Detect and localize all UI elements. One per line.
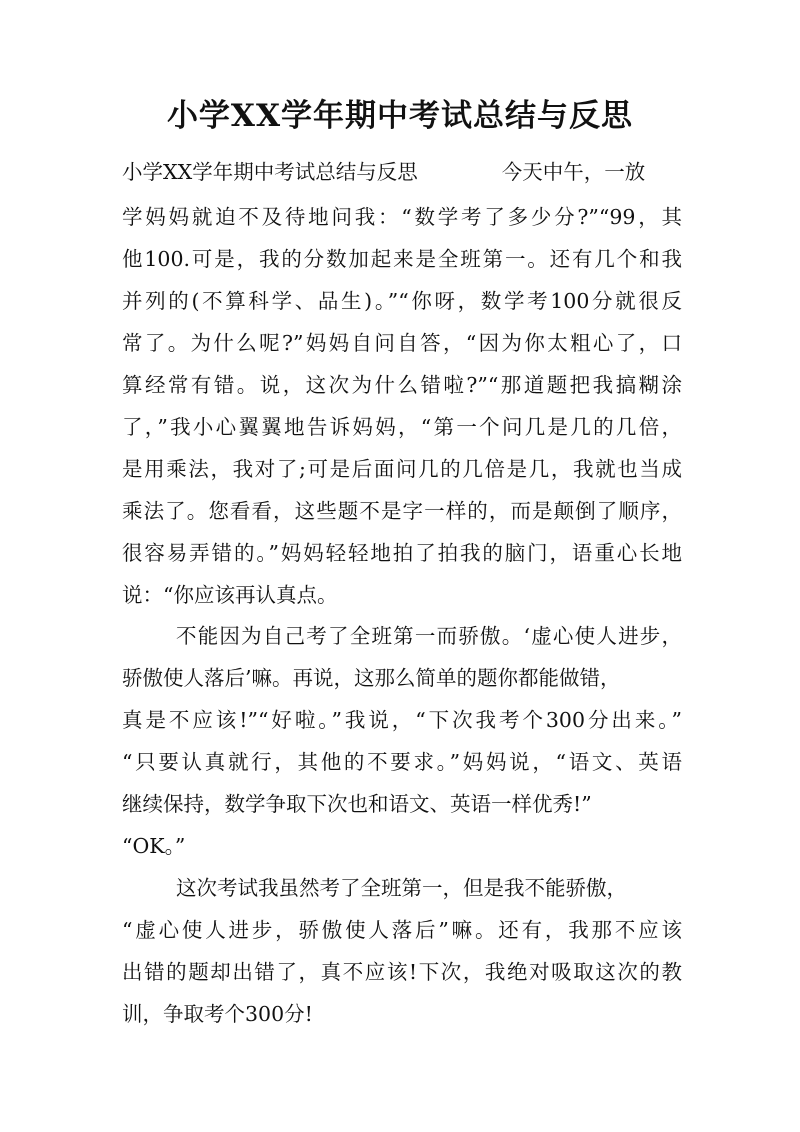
text-line-1-left: 小学XX学年期中考试总结与反思 bbox=[122, 160, 418, 184]
text-line-19: “虚心使人进步，骄傲使人落后”嘛。还有，我那不应该 bbox=[122, 918, 682, 942]
document-title: 小学XX学年期中考试总结与反思 bbox=[166, 98, 634, 134]
text-line-21: 训，争取考个300分! bbox=[122, 1002, 313, 1026]
text-line-4: 并列的(不算科学、品生)。”“你呀，数学考100分就很反 bbox=[122, 289, 682, 313]
text-line-3: 他100.可是，我的分数加起来是全班第一。还有几个和我 bbox=[122, 247, 682, 271]
text-line-8: 是用乘法，我对了;可是后面问几的几倍是几，我就也当成 bbox=[122, 457, 682, 481]
text-line-14: 真是不应该!”“好啦。”我说，“下次我考个300分出来。” bbox=[122, 708, 682, 732]
text-line-13: 骄傲使人落后’嘛。再说，这那么简单的题你都能做错， bbox=[122, 666, 621, 690]
text-line-16: 继续保持，数学争取下次也和语文、英语一样优秀!” bbox=[122, 792, 592, 816]
text-line-6: 算经常有错。说，这次为什么错啦?”“那道题把我搞糊涂 bbox=[122, 373, 682, 397]
text-line-1-right: 今天中午，一放 bbox=[501, 160, 646, 184]
text-line-10: 很容易弄错的。”妈妈轻轻地拍了拍我的脑门，语重心长地 bbox=[122, 541, 682, 565]
text-line-12: 不能因为自己考了全班第一而骄傲。‘虚心使人进步， bbox=[176, 624, 682, 648]
text-line-9: 乘法了。您看看，这些题不是字一样的，而是颠倒了顺序， bbox=[122, 499, 682, 523]
text-line-15: “只要认真就行，其他的不要求。”妈妈说，“语文、英语 bbox=[122, 750, 682, 774]
text-line-5: 常了。为什么呢?”妈妈自问自答，“因为你太粗心了，口 bbox=[122, 331, 682, 355]
text-line-17: “OK。” bbox=[122, 834, 186, 858]
text-line-1 bbox=[122, 152, 682, 192]
text-line-20: 出错的题却出错了，真不应该!下次，我绝对吸取这次的教 bbox=[122, 960, 682, 984]
text-line-11: 说：“你应该再认真点。 bbox=[122, 583, 338, 607]
text-line-18: 这次考试我虽然考了全班第一，但是我不能骄傲， bbox=[176, 876, 627, 900]
text-line-7: 了，”我小心翼翼地告诉妈妈，“第一个问几是几的几倍， bbox=[122, 415, 682, 439]
text-line-2: 学妈妈就迫不及待地问我：“数学考了多少分?”“99，其 bbox=[122, 205, 682, 229]
